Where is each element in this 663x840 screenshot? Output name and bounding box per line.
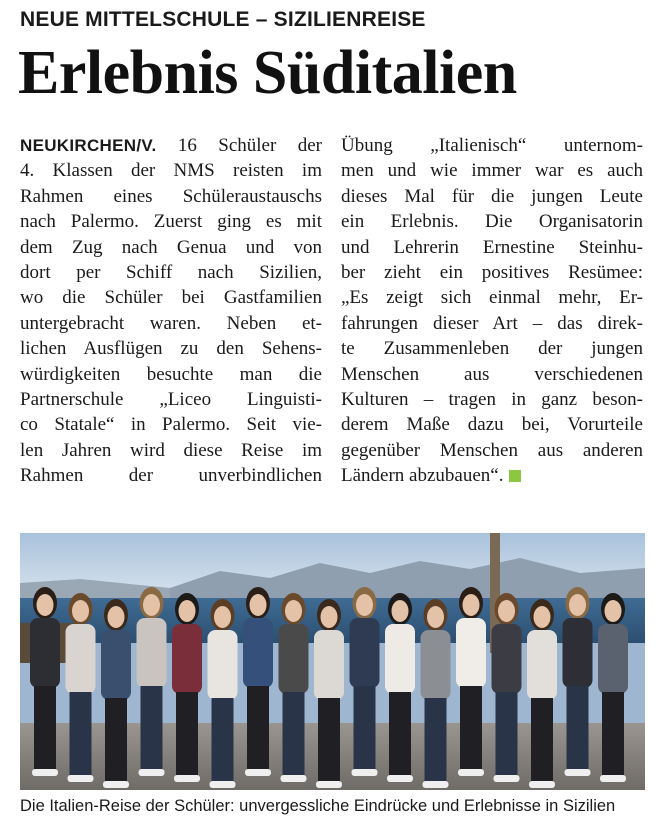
- group-photo-illustration: [20, 533, 645, 790]
- text-line: [341, 463, 643, 488]
- text-line: dieses Mal für die jungen Leute: [341, 185, 643, 207]
- text-line: ein Erlebnis. Die Organisatorin: [341, 211, 643, 233]
- text-line: und Lehrerin Ernestine Steinhu-: [341, 236, 643, 258]
- text-line: derem Maße dazu bei, Vorurteile: [341, 414, 643, 436]
- article-headline: Erlebnis Süditalien: [18, 39, 517, 107]
- text-line: te Zusammenleben der jungen: [341, 338, 643, 360]
- group-photo: [20, 533, 645, 790]
- text-line: [20, 133, 322, 158]
- text-line: Übung „Italienisch“ unternom-: [341, 135, 643, 156]
- text-line: lichen Ausflügen zu den Sehens-: [20, 338, 322, 360]
- text-line: untergebracht waren. Neben et-: [20, 312, 322, 334]
- text-line-content: Ländern abzubauen“.: [341, 465, 504, 487]
- text-line: dem Zug nach Genua und von: [20, 236, 322, 258]
- photo-caption: Die Italien-Reise der Schüler: unvergessliche Eindrücke und Erlebnisse in Sizilien: [20, 797, 616, 815]
- text-line: fahrungen dieser Art – das direk-: [341, 312, 643, 334]
- text-line: Partnerschule „Liceo Linguisti-: [20, 388, 322, 410]
- text-line: Kulturen – tragen in ganz beson-: [341, 388, 643, 410]
- end-mark-square-icon: [509, 470, 521, 482]
- text-line: würdigkeiten besuchte man die: [20, 363, 322, 385]
- article-kicker: NEUE MITTELSCHULE – SIZILIENREISE: [20, 8, 426, 31]
- text-line: gegenüber Menschen aus anderen: [341, 439, 643, 461]
- text-line: wo die Schüler bei Gastfamilien: [20, 287, 322, 309]
- text-line: men und wie immer war es auch: [341, 160, 643, 182]
- text-line-content: 16 Schüler der: [156, 135, 322, 156]
- text-line: Rahmen der unverbindlichen: [20, 465, 322, 487]
- text-line: co Statale“ in Palermo. Seit vie-: [20, 414, 322, 436]
- text-line: len Jahren wird diese Reise im: [20, 439, 322, 461]
- article-column-right: [341, 133, 643, 488]
- text-line: Rahmen eines Schüleraustauschs: [20, 185, 322, 207]
- text-line: dort per Schiff nach Sizilien,: [20, 261, 322, 283]
- text-line: Menschen aus verschiedenen: [341, 363, 643, 385]
- text-line: „Es zeigt sich einmal mehr, Er-: [341, 287, 643, 309]
- text-line: ber zieht ein positives Resümee:: [341, 261, 643, 283]
- article-column-left: [20, 133, 322, 488]
- article-dateline: NEUKIRCHEN/V.: [20, 136, 157, 155]
- text-line: nach Palermo. Zuerst ging es mit: [20, 211, 322, 233]
- text-line: 4. Klassen der NMS reisten im: [20, 160, 322, 182]
